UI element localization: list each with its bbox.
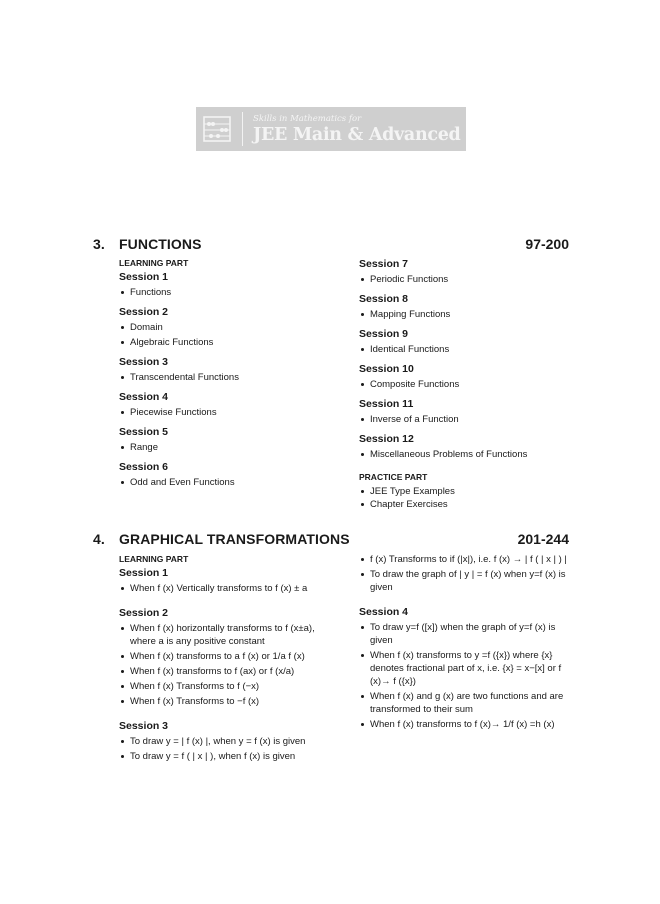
banner-subtitle: Skills in Mathematics for — [253, 113, 362, 124]
chapter-name: FUNCTIONS — [119, 236, 202, 252]
chapter-pages: 97-200 — [525, 236, 569, 252]
list-item: When f (x) and g (x) are two functions and are transformed to their sum — [359, 690, 574, 716]
list-item: When f (x) transforms to a f (x) or 1/a f (x) — [119, 650, 324, 663]
abacus-icon — [202, 112, 243, 146]
list-item: Composite Functions — [359, 378, 579, 391]
session-label: Session 4 — [119, 391, 169, 403]
list-item: Odd and Even Functions — [119, 476, 339, 489]
session-label: Session 9 — [359, 328, 409, 340]
list-item: To draw y = f ( | x | ), when f (x) is given — [119, 750, 324, 763]
left-column — [119, 257, 339, 489]
list-item: When f (x) transforms to f (ax) or f (x/a) — [119, 665, 324, 678]
session-label: Session 8 — [359, 293, 409, 305]
part-label: LEARNING PART — [119, 554, 189, 564]
list-item: Algebraic Functions — [119, 336, 339, 349]
session-label: Session 12 — [359, 433, 414, 445]
session-label: Session 7 — [359, 258, 409, 270]
list-item: JEE Type Examples — [359, 485, 579, 498]
list-item: Periodic Functions — [359, 273, 579, 286]
session-label: Session 11 — [359, 398, 414, 410]
part-label: LEARNING PART — [119, 258, 189, 268]
list-item: Mapping Functions — [359, 308, 579, 321]
chapter-number: 3. — [93, 236, 105, 252]
session-label: Session 4 — [359, 606, 409, 618]
banner-title: JEE Main & Advanced — [253, 124, 461, 145]
list-item: f (x) Transforms to if (|x|), i.e. f (x) → | f ( | x | ) | — [359, 553, 574, 566]
session-label: Session 6 — [119, 461, 169, 473]
chapter-pages: 201-244 — [517, 531, 569, 547]
list-item: When f (x) Vertically transforms to f (x) ± a — [119, 582, 324, 595]
list-item: When f (x) Transforms to f (−x) — [119, 680, 324, 693]
part-label: PRACTICE PART — [359, 472, 428, 482]
session-label: Session 3 — [119, 356, 169, 368]
list-item: To draw y=f ([x]) when the graph of y=f (x) is given — [359, 621, 574, 647]
list-item: Miscellaneous Problems of Functions — [359, 448, 579, 461]
list-item: When f (x) Transforms to −f (x) — [119, 695, 324, 708]
chapter-number: 4. — [93, 531, 105, 547]
list-item: Inverse of a Function — [359, 413, 579, 426]
right-column — [359, 256, 579, 511]
session-label: Session 5 — [119, 426, 169, 438]
right-column — [359, 553, 574, 731]
list-item: To draw the graph of | y | = f (x) when y=f (x) is given — [359, 568, 574, 594]
list-item: Piecewise Functions — [119, 406, 339, 419]
chapter-title — [93, 236, 202, 252]
list-item: Range — [119, 441, 339, 454]
session-label: Session 10 — [359, 363, 414, 375]
list-item: Functions — [119, 286, 339, 299]
session-label: Session 3 — [119, 720, 169, 732]
list-item: When f (x) transforms to f (x)→ 1/f (x) =h (x) — [359, 718, 574, 731]
left-column — [119, 553, 324, 763]
list-item: To draw y = | f (x) |, when y = f (x) is given — [119, 735, 324, 748]
list-item: Transcendental Functions — [119, 371, 339, 384]
book-banner — [196, 107, 466, 151]
session-label: Session 2 — [119, 607, 169, 619]
chapter-title — [93, 531, 350, 547]
list-item: Domain — [119, 321, 339, 334]
session-label: Session 1 — [119, 567, 169, 579]
list-item: Chapter Exercises — [359, 498, 579, 511]
list-item: When f (x) transforms to y =f ({x}) where {x} denotes fractional part of x, i.e. {x} = x−[x] or f (x)→ f ({x}) — [359, 649, 574, 688]
session-label: Session 2 — [119, 306, 169, 318]
chapter-name: GRAPHICAL TRANSFORMATIONS — [119, 531, 350, 547]
session-label: Session 1 — [119, 271, 169, 283]
list-item: Identical Functions — [359, 343, 579, 356]
list-item: When f (x) horizontally transforms to f (x±a), where a is any positive constant — [119, 622, 324, 648]
